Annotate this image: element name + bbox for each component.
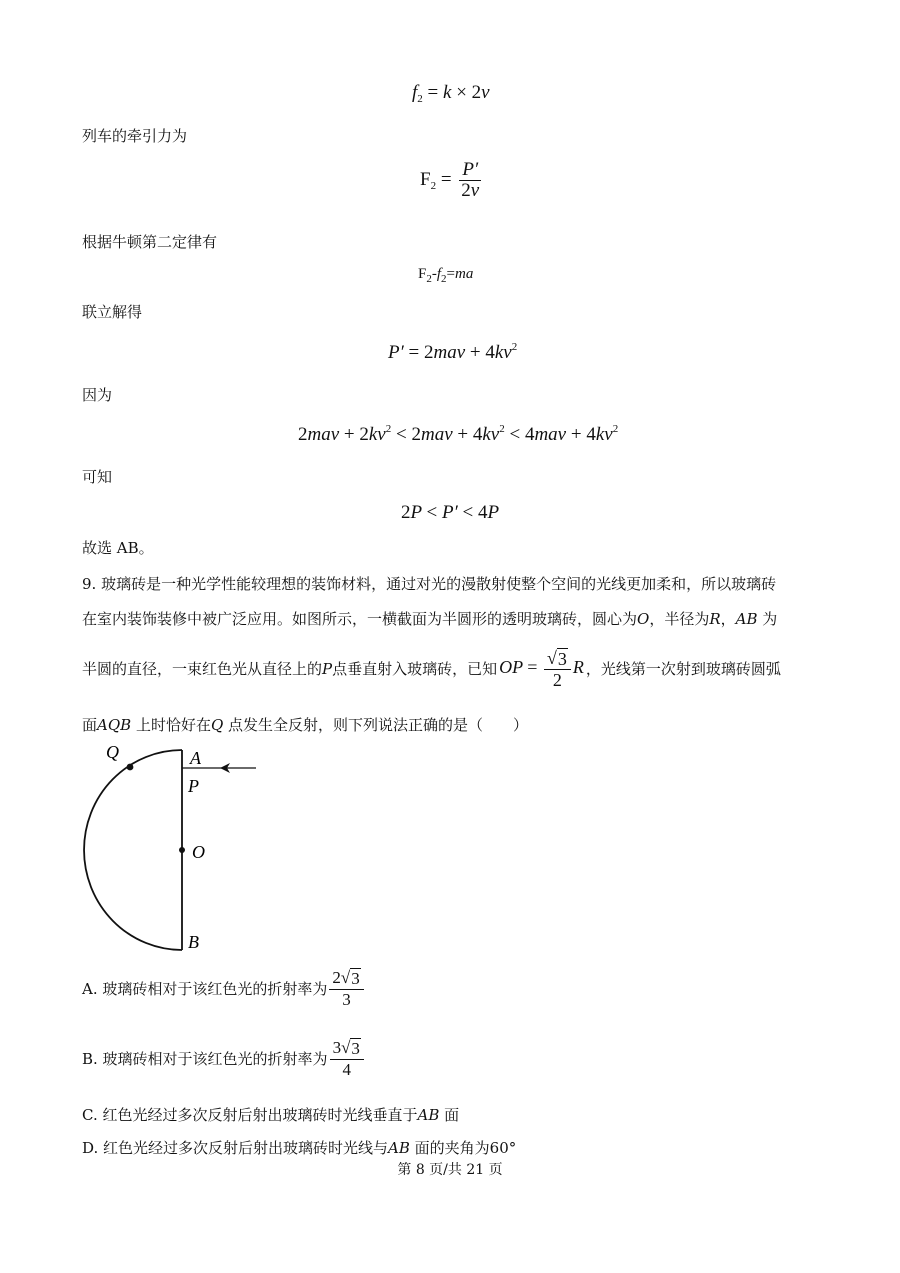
question-9-line-4 bbox=[82, 715, 528, 735]
equation-traction: $F_2$ = $\frac{P'}{2v}$ bbox=[420, 159, 480, 201]
semicircle-figure bbox=[70, 738, 280, 958]
label-b: B bbox=[188, 932, 199, 952]
point-q bbox=[127, 764, 134, 771]
q9-text: 点垂直射入玻璃砖，已知 bbox=[332, 660, 498, 678]
option-b-fraction: 3 √ 3 4 bbox=[328, 1038, 366, 1080]
arc-aqb bbox=[84, 750, 182, 950]
q9-symbol-r: R bbox=[709, 610, 721, 628]
newton-label: 根据牛顿第二定律有 bbox=[82, 233, 218, 251]
option-d-angle: 60° bbox=[489, 1139, 517, 1157]
q9-symbol-q: Q bbox=[210, 716, 224, 734]
option-d-text: D. 红色光经过多次反射后射出玻璃砖时光线与 bbox=[82, 1139, 389, 1157]
option-a-text: A. 玻璃砖相对于该红色光的折射率为 bbox=[82, 980, 328, 998]
label-o: O bbox=[192, 842, 205, 862]
q9-symbol-ab: AB bbox=[735, 610, 758, 628]
q9-text: ，半径为 bbox=[649, 610, 710, 628]
option-b bbox=[82, 1038, 366, 1080]
point-o bbox=[179, 847, 185, 853]
equation-inequality: $2mav + 2kv^2 < 2mav + 4kv^2 < 4mav + 4kv^2$ bbox=[298, 423, 619, 445]
option-d-symbol: AB bbox=[388, 1139, 410, 1157]
q9-symbol-o: O bbox=[637, 610, 650, 628]
question-9-line-3 bbox=[82, 648, 781, 690]
equation-newton: $F_2-f_2=ma$ bbox=[418, 266, 474, 285]
traction-label: 列车的牵引力为 bbox=[82, 127, 188, 145]
label-a: A bbox=[190, 748, 201, 768]
equation-op: OP = √ 3 2 R bbox=[499, 648, 584, 690]
label-q: Q bbox=[106, 742, 119, 762]
option-d-text: 面的夹角为 bbox=[409, 1139, 490, 1157]
answer-line: 故选 AB。 bbox=[82, 539, 154, 557]
option-c bbox=[82, 1105, 459, 1125]
question-9-line-2 bbox=[82, 609, 777, 629]
option-b-text: B. 玻璃砖相对于该红色光的折射率为 bbox=[82, 1050, 328, 1068]
q9-symbol-p: P bbox=[322, 660, 333, 678]
equation-result: 2P < P′ < 4P bbox=[401, 502, 500, 523]
option-c-text: 面 bbox=[439, 1106, 460, 1124]
q9-text: 半圆的直径，一束红色光从直径上的 bbox=[82, 660, 323, 678]
q9-text: 在室内装饰装修中被广泛应用。如图所示，一横截面为半圆形的透明玻璃砖，圆心为 bbox=[82, 610, 638, 628]
label-p: P bbox=[188, 776, 199, 796]
option-c-symbol: AB bbox=[417, 1106, 440, 1124]
q9-text: 上时恰好在 bbox=[131, 716, 211, 734]
equation-friction: $f_2 = k \times 2v$ bbox=[412, 82, 490, 105]
solve-label: 联立解得 bbox=[82, 303, 143, 321]
question-9-line-1: 9. 玻璃砖是一种光学性能较理想的装饰材料，通过对光的漫散射使整个空间的光线更加柔和，所以玻璃砖 bbox=[82, 575, 777, 593]
q9-text: ，光线第一次射到玻璃砖圆弧 bbox=[585, 660, 781, 678]
q9-symbol-aqb: AQB bbox=[97, 716, 132, 734]
equation-power: $P' = 2mav + 4kv^2$ bbox=[388, 341, 518, 363]
option-a bbox=[82, 968, 366, 1010]
q9-text: 点发生全反射，则下列说法正确的是（ ） bbox=[223, 716, 529, 734]
hence-label: 可知 bbox=[82, 468, 113, 486]
because-label: 因为 bbox=[82, 386, 113, 404]
option-a-fraction: 2 √ 3 3 bbox=[327, 968, 365, 1010]
q9-text: ， bbox=[720, 610, 736, 628]
q9-text: 为 bbox=[757, 610, 778, 628]
page-footer: 第 8 页/共 21 页 bbox=[397, 1162, 503, 1178]
option-c-text: C. 红色光经过多次反射后射出玻璃砖时光线垂直于 bbox=[82, 1106, 418, 1124]
option-d bbox=[82, 1138, 516, 1158]
q9-text: 面 bbox=[82, 716, 98, 734]
